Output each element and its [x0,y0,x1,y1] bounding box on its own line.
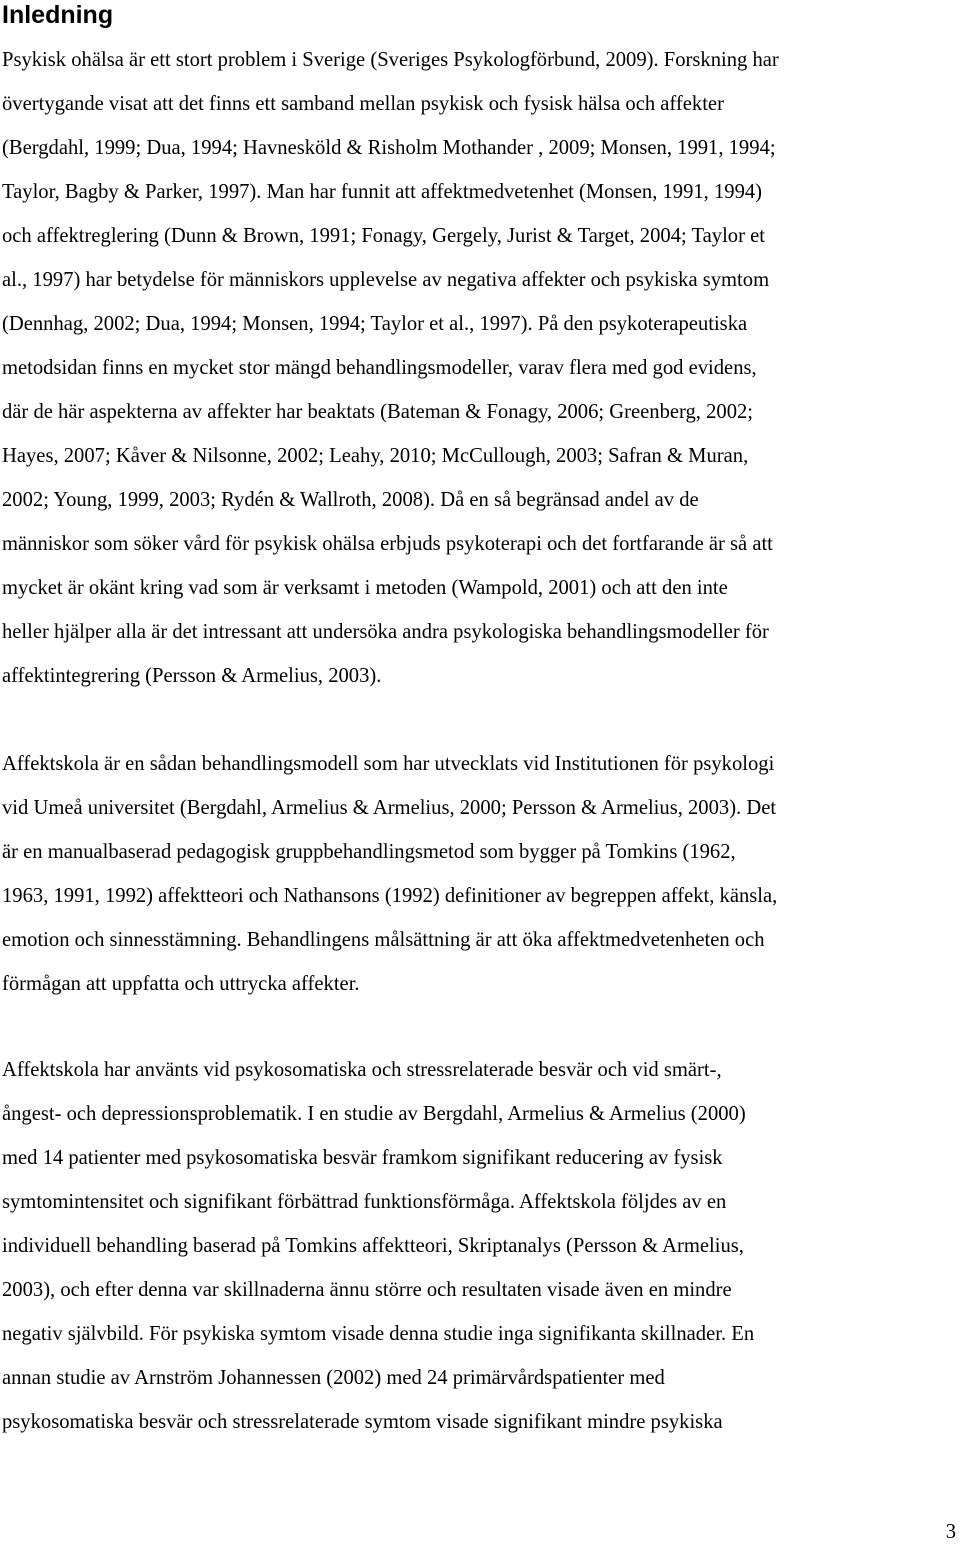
text-line: människor som söker vård för psykisk ohälsa erbjuds psykoterapi och det fortfarande är så att [2,533,773,555]
text-line: 2003), och efter denna var skillnaderna ännu större och resultaten visade även en mindre [2,1279,732,1301]
text-line: al., 1997) har betydelse för människors upplevelse av negativa affekter och psykiska symtom [2,269,770,291]
text-line: där de här aspekterna av affekter har beaktats (Bateman & Fonagy, 2006; Greenberg, 2002; [2,401,754,423]
text-line: heller hjälper alla är det intressant att undersöka andra psykologiska behandlingsmodeller för [2,621,769,643]
paragraph-affektskola-studies [2,1048,958,1444]
section-heading: Inledning [2,1,114,29]
text-line: emotion och sinnesstämning. Behandlingens målsättning är att öka affektmedvetenheten och [2,929,765,951]
text-line: 1963, 1991, 1992) affektteori och Nathansons (1992) definitioner av begreppen affekt, känsla, [2,885,778,907]
text-line: övertygande visat att det finns ett samband mellan psykisk och fysisk hälsa och affekter [2,93,724,115]
paragraph-affektskola-description [2,742,958,1006]
text-line: vid Umeå universitet (Bergdahl, Armelius & Armelius, 2000; Persson & Armelius, 2003). Det [2,797,777,819]
text-line: individuell behandling baserad på Tomkins affektteori, Skriptanalys (Persson & Armelius, [2,1235,744,1257]
text-line: ångest- och depressionsproblematik. I en studie av Bergdahl, Armelius & Armelius (2000) [2,1103,746,1125]
text-line: symtomintensitet och signifikant förbättrad funktionsförmåga. Affektskola följdes av en [2,1191,727,1213]
paragraph-intro [2,38,958,698]
text-line: och affektreglering (Dunn & Brown, 1991; Fonagy, Gergely, Jurist & Target, 2004; Taylor et [2,225,765,247]
text-line: 2002; Young, 1999, 2003; Rydén & Wallroth, 2008). Då en så begränsad andel av de [2,489,699,511]
text-line: Taylor, Bagby & Parker, 1997). Man har funnit att affektmedvetenhet (Monsen, 1991, 1994) [2,181,763,203]
text-line: (Dennhag, 2002; Dua, 1994; Monsen, 1994; Taylor et al., 1997). På den psykoterapeutiska [2,313,748,335]
text-line: metodsidan finns en mycket stor mängd behandlingsmodeller, varav flera med god evidens, [2,357,757,379]
text-line: (Bergdahl, 1999; Dua, 1994; Havnesköld & Risholm Mothander , 2009; Monsen, 1991, 1994; [2,137,776,159]
text-line: mycket är okänt kring vad som är verksamt i metoden (Wampold, 2001) och att den inte [2,577,728,599]
text-line: annan studie av Arnström Johannessen (2002) med 24 primärvårdspatienter med [2,1367,665,1389]
text-line: Affektskola är en sådan behandlingsmodell som har utvecklats vid Institutionen för psykologi [2,753,775,775]
text-line: förmågan att uppfatta och uttrycka affekter. [2,973,360,995]
text-line: Hayes, 2007; Kåver & Nilsonne, 2002; Leahy, 2010; McCullough, 2003; Safran & Muran, [2,445,749,467]
text-line: är en manualbaserad pedagogisk gruppbehandlingsmetod som bygger på Tomkins (1962, [2,841,736,863]
text-line: affektintegrering (Persson & Armelius, 2003). [2,665,382,687]
text-line: psykosomatiska besvär och stressrelaterade symtom visade signifikant mindre psykiska [2,1411,723,1433]
text-line: Psykisk ohälsa är ett stort problem i Sverige (Sveriges Psykologförbund, 2009). Forskning har [2,49,779,71]
text-line: med 14 patienter med psykosomatiska besvär framkom signifikant reducering av fysisk [2,1147,723,1169]
text-line: Affektskola har använts vid psykosomatiska och stressrelaterade besvär och vid smärt-, [2,1059,722,1081]
page-number: 3 [945,1521,956,1543]
text-line: negativ självbild. För psykiska symtom visade denna studie inga signifikanta skillnader. En [2,1323,755,1345]
